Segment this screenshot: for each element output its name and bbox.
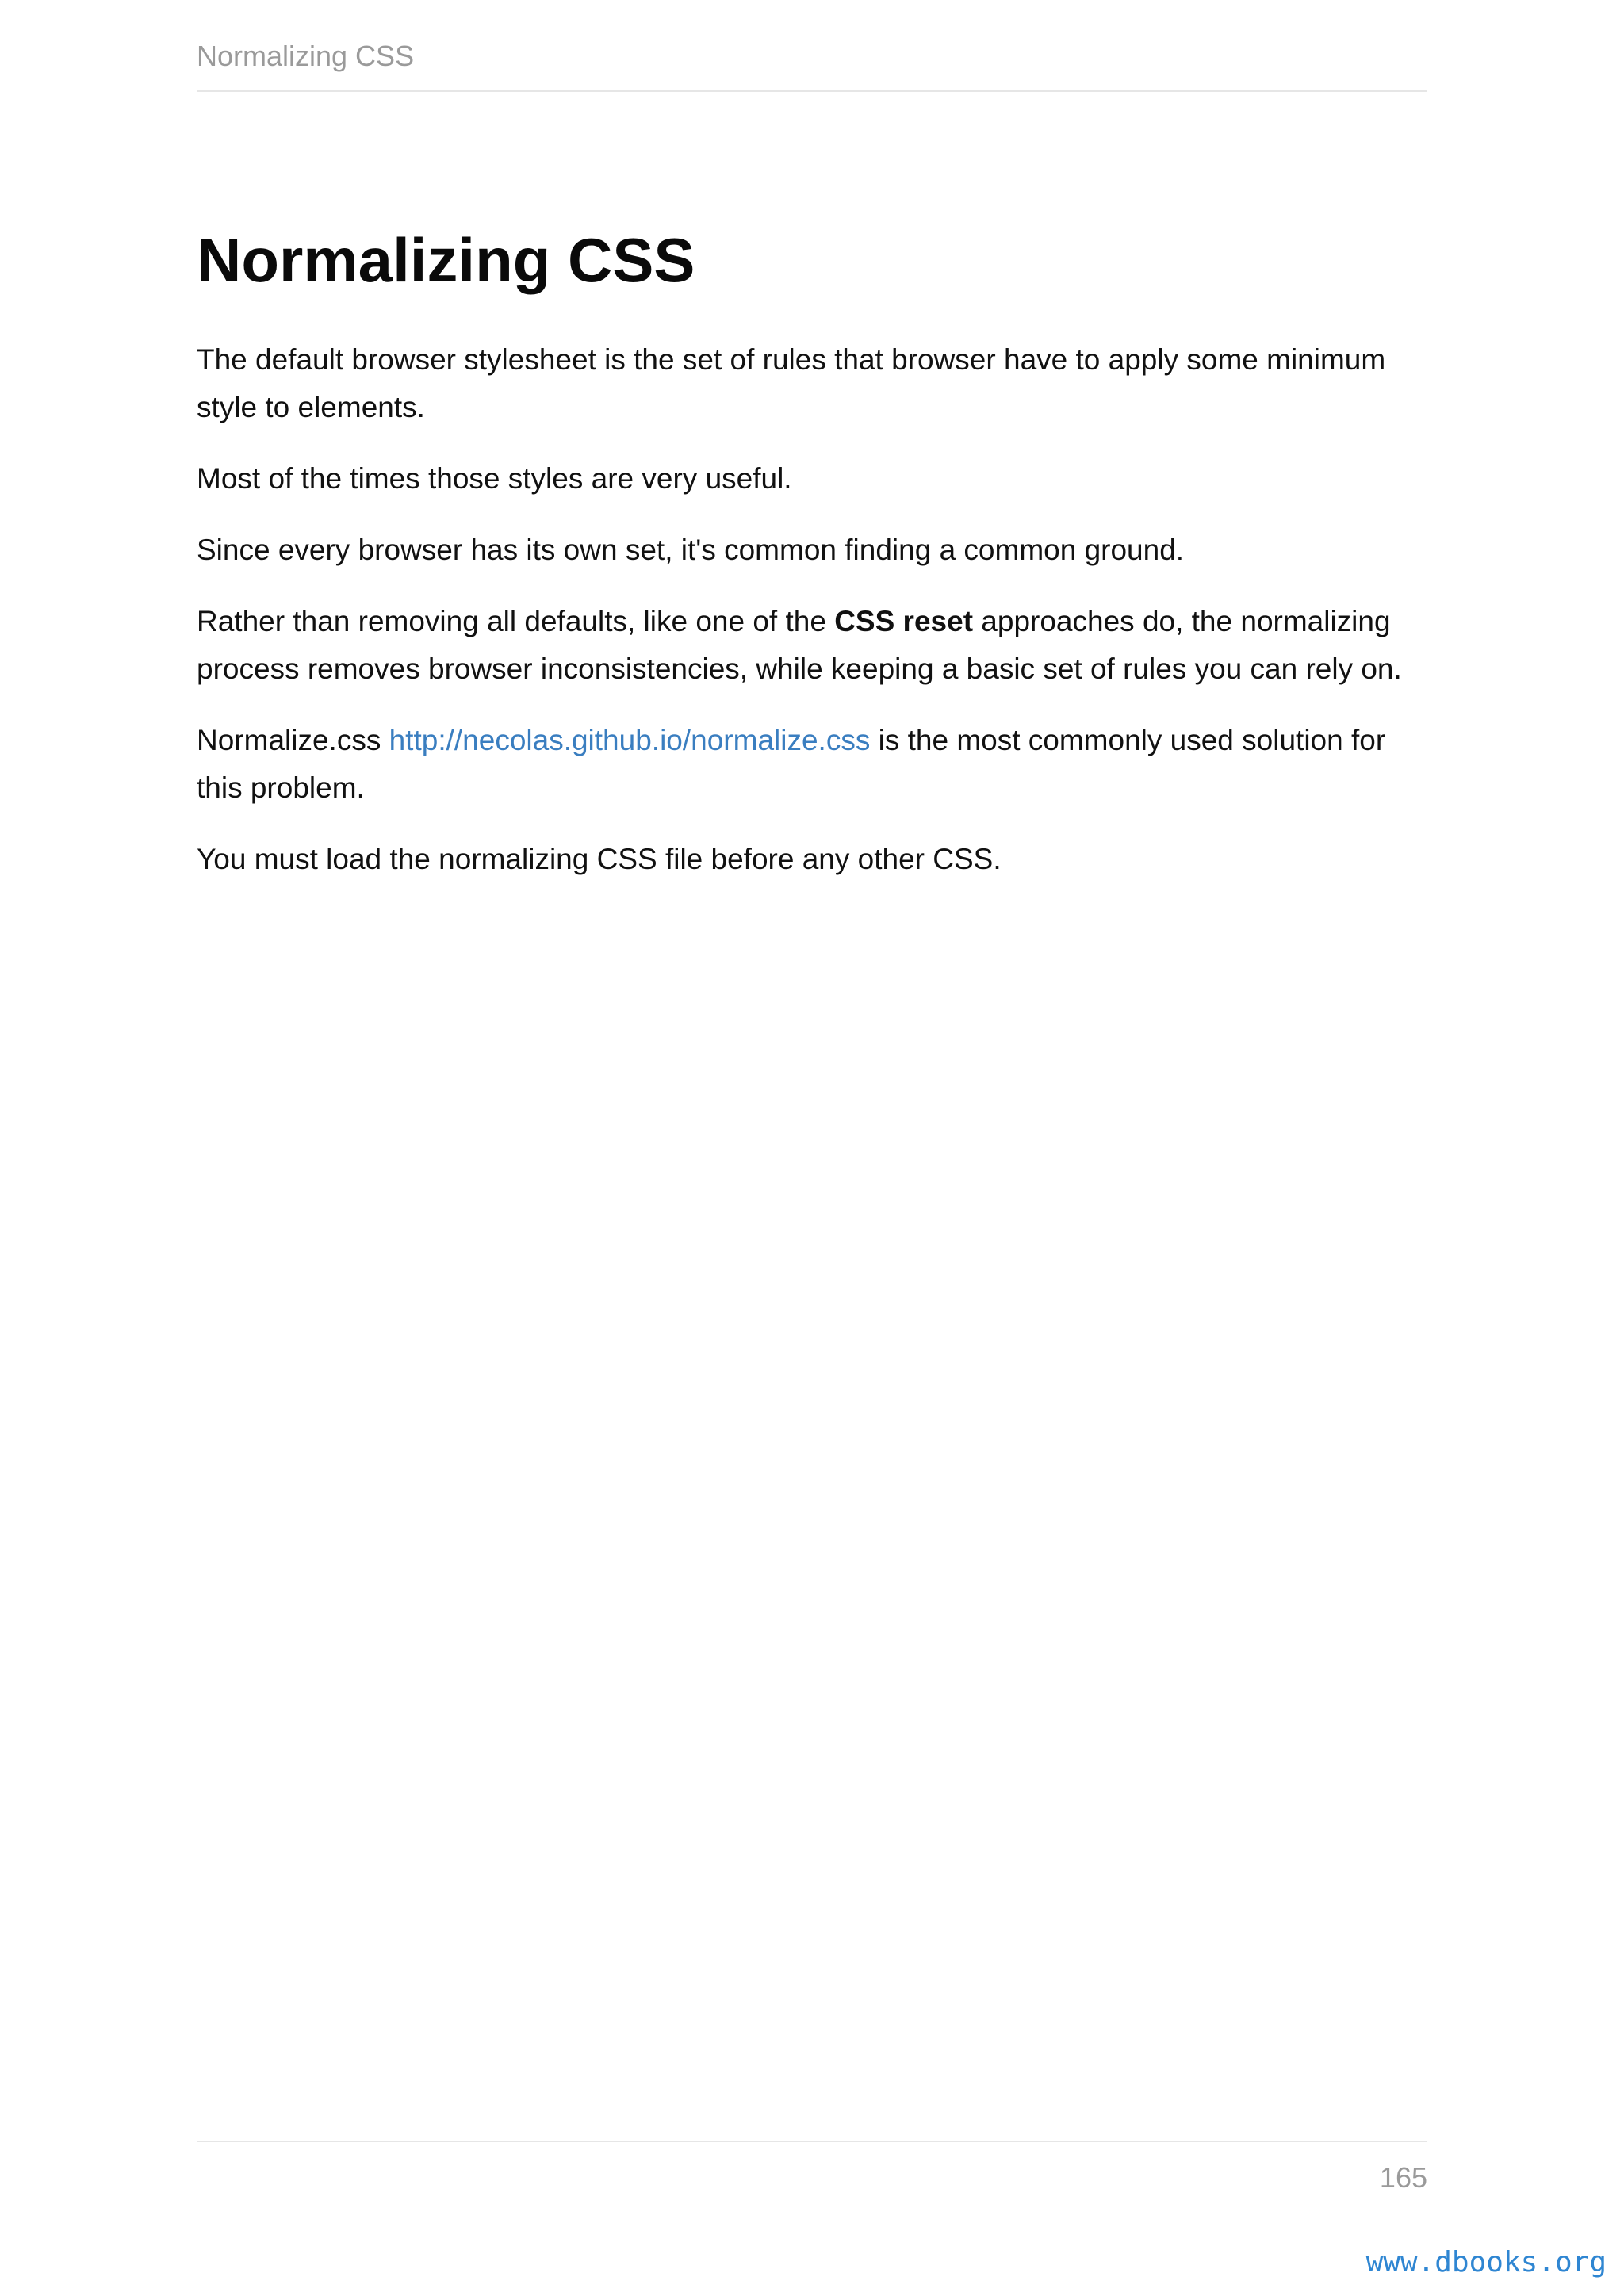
paragraph-normalize-before: Normalize.css <box>197 724 389 756</box>
running-header-title: Normalizing CSS <box>197 40 415 72</box>
css-reset-bold-term: CSS reset <box>834 605 974 637</box>
watermark-link[interactable]: www.dbooks.org <box>1365 2246 1607 2279</box>
page-title: Normalizing CSS <box>197 225 695 295</box>
page-number: 165 <box>1379 2161 1427 2194</box>
running-footer <box>197 2141 1427 2194</box>
paragraph-css-reset <box>197 598 1427 693</box>
paragraph-load-order: You must load the normalizing CSS file before any other CSS. <box>197 843 1002 875</box>
running-header <box>197 38 1427 92</box>
paragraph-css-reset-after: approaches do, the normalizing process removes browser inconsistencies, while keeping a basic set of rules you can rely on. <box>197 605 1402 685</box>
paragraph-useful-styles: Most of the times those styles are very useful. <box>197 462 792 495</box>
page-content <box>197 224 1427 907</box>
paragraph-normalize-after: is the most commonly used solution for this problem. <box>197 724 1386 804</box>
paragraph-css-reset-before: Rather than removing all defaults, like one of the <box>197 605 835 637</box>
paragraph-normalize-css <box>197 717 1427 812</box>
paragraph-common-ground: Since every browser has its own set, it's common finding a common ground. <box>197 534 1185 566</box>
normalize-css-link[interactable]: http://necolas.github.io/normalize.css <box>389 724 871 756</box>
paragraph-default-stylesheet: The default browser stylesheet is the set of rules that browser have to apply some minimum style to elements. <box>197 343 1386 423</box>
